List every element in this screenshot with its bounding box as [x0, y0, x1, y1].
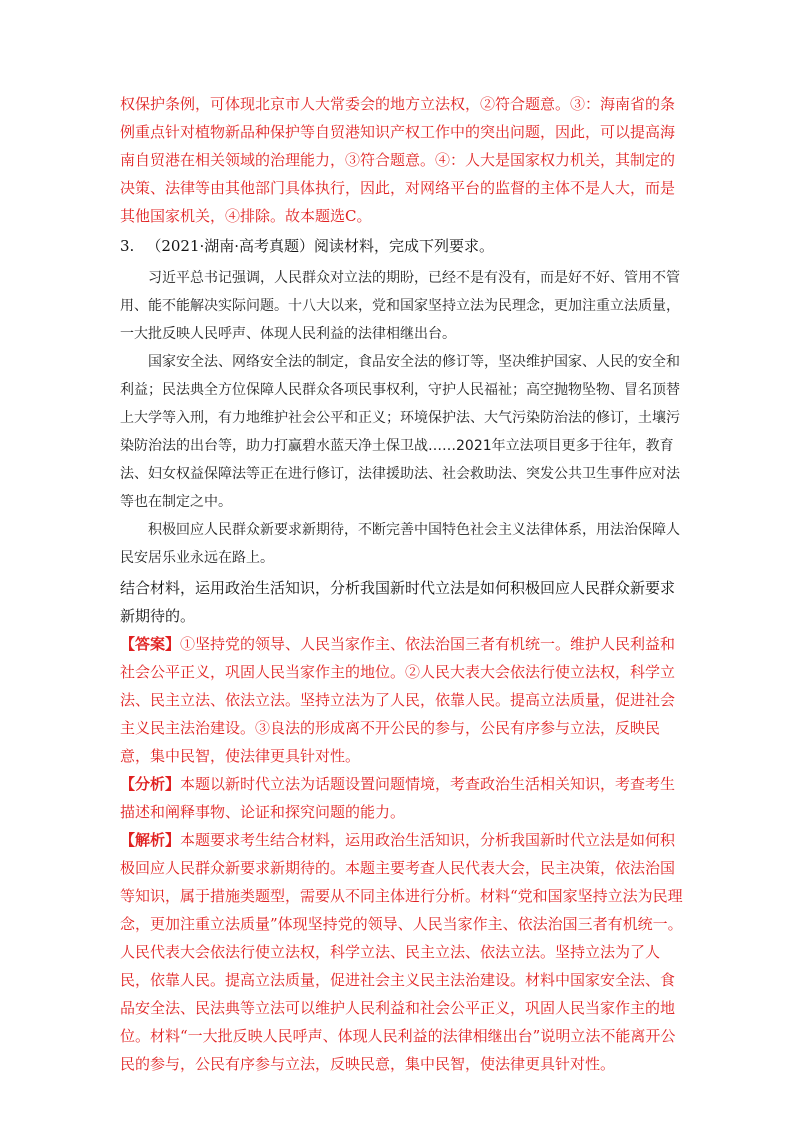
explanation-text: 本题要求考生结合材料，运用政治生活知识，分析我国新时代立法是如何积极回应人民群众新要求新期待的。本题主要考查人民代表大会，民主决策，依法治国等知识，属于措施类题型，需要从不同主体进行分析。材料“党和国家坚持立法为民理念，更加注重立法质量”体现坚持党的领导、人民当家作主、依法治国三者有机统一。人民代表大会依法行使立法权，科学立法、民主立法、依法立法。坚持立法为了人民，依靠人民。提高立法质量，促进社会主义民主法治建设。材料中国家安全法、食品安全法、民法典等立法可以维护人民利益和社会公平正义，巩固人民当家作主的地位。材料“一大批反映人民呼声、体现人民利益的法律相继出台”说明立法不能离开公民的参与，公民有序参与立法，反映民意，集中民智，使法律更具针对性。 — [120, 831, 683, 1073]
question-number: 3. — [120, 237, 135, 255]
reading-material — [120, 264, 685, 572]
material-paragraph-3: 积极回应人民群众新要求新期待，不断完善中国特色社会主义法律体系，用法治保障人民安居乐业永远在路上。 — [120, 522, 680, 566]
explanation-block — [120, 826, 685, 1078]
answer-text: ①坚持党的领导、人民当家作主、依法治国三者有机统一。维护人民利益和社会公平正义，巩固人民当家作主的地位。②人民大表大会依法行使立法权，科学立法、民主立法、依法立法。坚持立法为了人民，依靠人民。提高立法质量，促进社会主义民主法治建设。③良法的形成离不开公民的参与，公民有序参与立法，反映民意，集中民智，使法律更具针对性。 — [120, 635, 676, 765]
document-page — [120, 90, 685, 1078]
question-header — [120, 232, 685, 260]
analysis-block — [120, 770, 685, 826]
question-source-prompt: （2021·湖南·高考真题）阅读材料，完成下列要求。 — [146, 237, 495, 255]
material-paragraph-2: 国家安全法、网络安全法的制定，食品安全法的修订等，坚决维护国家、人民的安全和利益；民法典全方位保障人民群众各项民事权利，守护人民福祉；高空抛物坠物、冒名顶替上大学等入刑，有力地维护社会公平和正义；环境保护法、大气污染防治法的修订，土壤污染防治法的出台等，助力打赢碧水蓝天净土保卫战……2021年立法项目更多于往年，教育法、妇女权益保障法等正在进行修订，法律援助法、社会救助法、突发公共卫生事件应对法等也在制定之中。 — [120, 354, 680, 510]
answer-tag: 【答案】 — [120, 635, 181, 653]
question-requirement: 结合材料，运用政治生活知识，分析我国新时代立法是如何积极回应人民群众新要求新期待的。 — [120, 579, 676, 625]
material-paragraph-1: 习近平总书记强调，人民群众对立法的期盼，已经不是有没有，而是好不好、管用不管用、能不能解决实际问题。十八大以来，党和国家坚持立法为民理念，更加注重立法质量，一大批反映人民呼声、体现人民利益的法律相继出台。 — [120, 270, 680, 342]
analysis-tag: 【分析】 — [120, 775, 181, 793]
answer-block — [120, 630, 685, 770]
explanation-tag: 【解析】 — [120, 831, 181, 849]
analysis-text: 本题以新时代立法为话题设置问题情境，考查政治生活相关知识，考查考生描述和阐释事物、论证和探究问题的能力。 — [120, 775, 676, 821]
previous-answer-continuation: 权保护条例，可体现北京市人大常委会的地方立法权，②符合题意。③：海南省的条例重点针对植物新品种保护等自贸港知识产权工作中的突出问题，因此，可以提高海南自贸港在相关领域的治理能力，③符合题意。④：人大是国家权力机关，其制定的决策、法律等由其他部门具体执行，因此，对网络平台的监督的主体不是人大，而是其他国家机关，④排除。故本题选C。 — [120, 95, 676, 225]
